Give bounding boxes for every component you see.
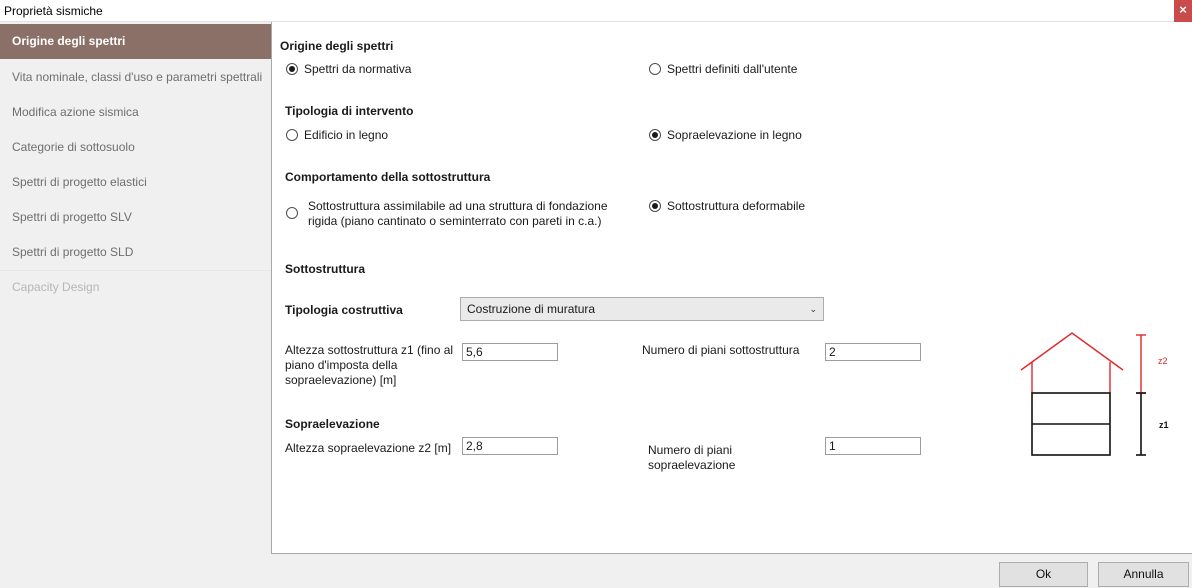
title-bar (0, 0, 1192, 22)
piani-sottostruttura-input[interactable]: 2 (825, 343, 921, 361)
sidebar-item-spettri-elastici[interactable]: Spettri di progetto elastici (12, 175, 147, 189)
radio-sottostruttura-rigida[interactable]: Sottostruttura assimilabile ad una struttura di fondazione rigida (piano cantinato o seminterrato con pareti in c.a.) (286, 199, 626, 229)
sidebar-item-vita-nominale[interactable]: Vita nominale, classi d'uso e parametri spettrali (12, 70, 263, 84)
sidebar-item-capacity-design: Capacity Design (12, 280, 100, 294)
piani-sopraelevazione-input[interactable]: 1 (825, 437, 921, 455)
sidebar (0, 22, 271, 588)
radio-edificio-legno[interactable]: Edificio in legno (286, 128, 388, 143)
altezza-sopraelevazione-input[interactable]: 2,8 (462, 437, 558, 455)
section-tipologia-heading: Tipologia di intervento (285, 104, 414, 118)
sidebar-item-categorie-sottosuolo[interactable]: Categorie di sottosuolo (12, 140, 135, 154)
radio-dot (286, 207, 298, 219)
roof-outline (1021, 333, 1123, 370)
tipologia-costruttiva-value: Costruzione di muratura (467, 302, 596, 316)
dialog-button-bar (271, 554, 1192, 588)
main-panel (271, 22, 1192, 554)
piani-sopraelevazione-label: Numero di piani sopraelevazione (648, 443, 736, 472)
sidebar-item-spettri-sld[interactable]: Spettri di progetto SLD (12, 245, 134, 259)
cancel-button[interactable]: Annulla (1098, 562, 1189, 587)
radio-spettri-normativa[interactable]: Spettri da normativa (286, 62, 411, 77)
ok-button[interactable]: Ok (999, 562, 1088, 587)
radio-dot (286, 129, 298, 141)
window-title: Proprietà sismiche (4, 4, 103, 18)
z1-label: z1 (1159, 420, 1169, 430)
piani-sottostruttura-label: Numero di piani sottostruttura (642, 343, 800, 357)
radio-dot (286, 63, 298, 75)
radio-spettri-utente[interactable]: Spettri definiti dall'utente (649, 62, 797, 77)
altezza-sottostruttura-label: Altezza sottostruttura z1 (fino al piano d'imposta della sopraelevazione) [m] (285, 343, 454, 387)
building-diagram (1010, 330, 1180, 460)
altezza-sottostruttura-input[interactable]: 5,6 (462, 343, 558, 361)
section-origine-heading: Origine degli spettri (280, 39, 394, 53)
section-sottostruttura-heading: Sottostruttura (285, 262, 365, 276)
radio-dot (649, 129, 661, 141)
sidebar-item-modifica-azione[interactable]: Modifica azione sismica (12, 105, 139, 119)
radio-sottostruttura-deformabile[interactable]: Sottostruttura deformabile (649, 199, 805, 214)
radio-dot (649, 63, 661, 75)
radio-dot (649, 200, 661, 212)
tipologia-costruttiva-label: Tipologia costruttiva (285, 303, 403, 317)
section-comportamento-heading: Comportamento della sottostruttura (285, 170, 491, 184)
sidebar-item-spettri-slv[interactable]: Spettri di progetto SLV (12, 210, 132, 224)
close-icon[interactable]: × (1174, 0, 1192, 22)
section-sopraelevazione-heading: Sopraelevazione (285, 417, 380, 431)
tipologia-costruttiva-dropdown[interactable] (460, 297, 824, 321)
z2-label: z2 (1158, 356, 1168, 366)
chevron-down-icon: ⌄ (809, 304, 817, 314)
radio-sopraelevazione-legno[interactable]: Sopraelevazione in legno (649, 128, 802, 143)
sidebar-item-origine-spettri[interactable]: Origine degli spettri (0, 24, 271, 59)
altezza-sopraelevazione-label: Altezza sopraelevazione z2 [m] (285, 441, 452, 455)
